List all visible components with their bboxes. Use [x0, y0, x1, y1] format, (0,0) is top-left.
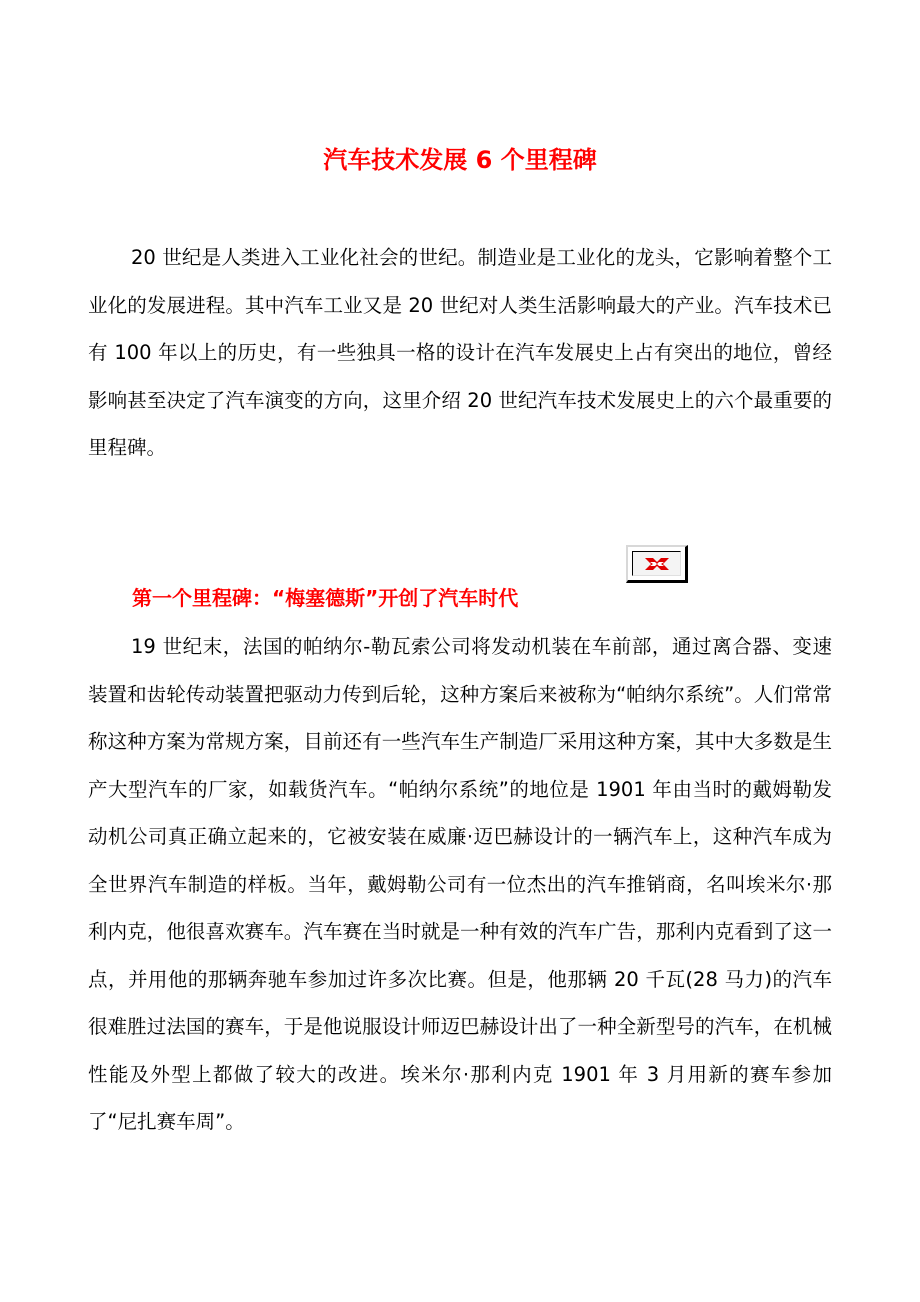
section1-body: 19 世纪末，法国的帕纳尔-勒瓦索公司将发动机装在车前部，通过离合器、变速装置和齿轮传动装置把驱动力传到后轮，这种方案后来被称为“帕纳尔系统”。人们常常称这种方案为常规方案，目前还有一些汽车生产制造厂采用这种方案，其中大多数是生产大型汽车的厂家，如载货汽车。“帕纳尔系统”的地位是 1901 年由当时的戴姆勒发动机公司真正确立起来的，它被安装在威廉·迈巴赫设计的一辆汽车上，这种汽车成为全世界汽车制造的样板。当年，戴姆勒公司有一位杰出的汽车推销商，名叫埃米尔·那利内克，他很喜欢赛车。汽车赛在当时就是一种有效的汽车广告，那利内克看到了这一点，并用他的那辆奔驰车参加过许多次比赛。但是，他那辆 20 千瓦(28 马力)的汽车很难胜过法国的赛车，于是他说服设计师迈巴赫设计出了一种全新型号的汽车，在机械性能及外型上都做了较大的改进。埃米尔·那利内克 1901 年 3 月用新的赛车参加了“尼扎赛车周”。 — [88, 635, 832, 1133]
document-title: 汽车技术发展 6 个里程碑 — [323, 146, 597, 174]
section1-heading: 第一个里程碑：“梅塞德斯”开创了汽车时代 — [132, 586, 519, 610]
broken-image-placeholder — [626, 545, 688, 583]
broken-image-icon — [644, 554, 670, 574]
intro-paragraph: 20 世纪是人类进入工业化社会的世纪。制造业是工业化的龙头，它影响着整个工业化的发展进程。其中汽车工业又是 20 世纪对人类生活影响最大的产业。汽车技术已有 100 年以上的历史，有一些独具一格的设计在汽车发展史上占有突出的地位，曾经影响甚至决定了汽车演变的方向，这里介绍 20 世纪汽车技术发展史上的六个最重要的里程碑。 — [88, 246, 832, 459]
